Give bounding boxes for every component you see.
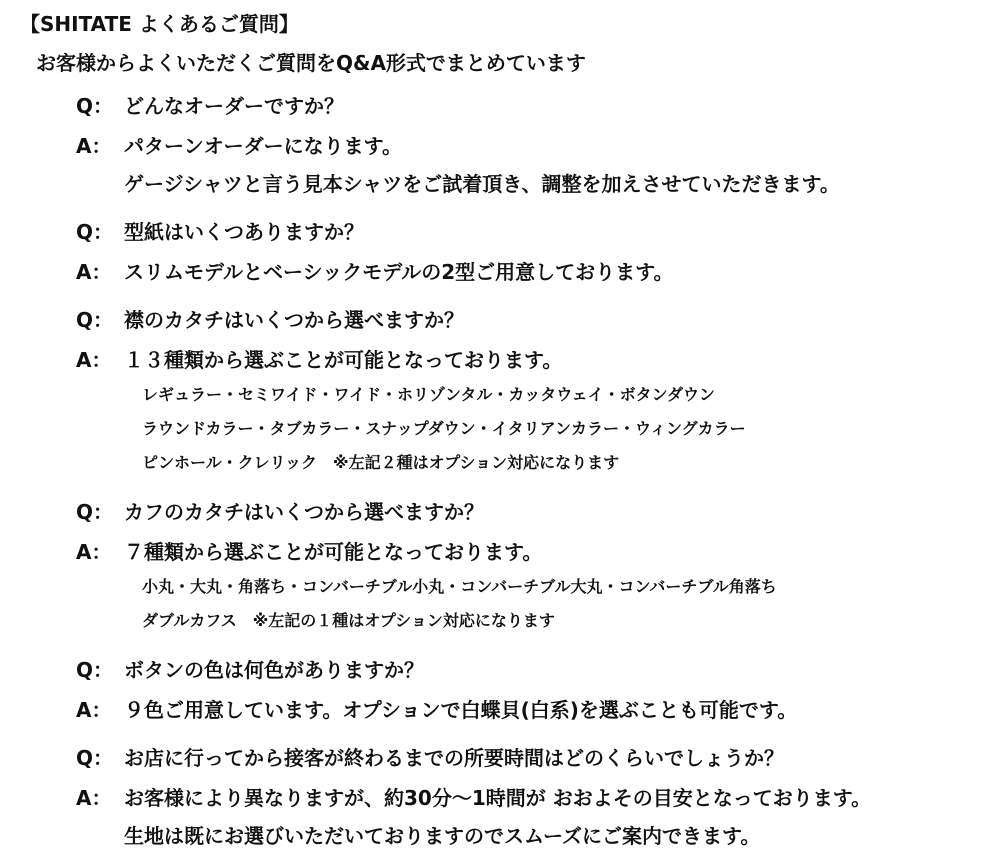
a-label: A： (76, 698, 112, 722)
faq-6-answer-line-2: 生地は既にお選びいただいておりますのでスムーズにご案内できます。 (124, 824, 761, 848)
faq-4-answer-line-1: ７種類から選ぶことが可能となっております。 (124, 540, 543, 564)
page-subtitle: お客様からよくいただくご質問をQ&A形式でまとめています (36, 51, 586, 75)
faq-3-detail-line-1: レギュラー・セミワイド・ワイド・ホリゾンタル・カッタウェイ・ボタンダウン (142, 385, 715, 404)
faq-2-question: 型紙はいくつありますか？ (124, 220, 364, 244)
q-label: Q： (76, 94, 114, 118)
faq-2-answer-line-1: スリムモデルとベーシックモデルの2型ご用意しております。 (124, 260, 674, 284)
q-label: Q： (76, 220, 114, 244)
q-label: Q： (76, 746, 114, 770)
a-label: A： (76, 134, 112, 158)
faq-1-answer-line-1: パターンオーダーになります。 (124, 134, 402, 158)
faq-3-detail-line-2: ラウンドカラー・タブカラー・スナップダウン・イタリアンカラー・ウィングカラー (142, 419, 746, 438)
q-label: Q： (76, 500, 114, 524)
faq-3-detail-line-3: ピンホール・クレリック ※左記２種はオプション対応になります (142, 453, 620, 472)
a-label: A： (76, 786, 112, 810)
faq-5-answer-line-1: ９色ご用意しています。オプションで白蝶貝(白系)を選ぶことも可能です。 (124, 698, 798, 722)
faq-4-question: カフのカタチはいくつから選べますか？ (124, 500, 484, 524)
faq-5-question: ボタンの色は何色がありますか？ (124, 658, 424, 682)
q-label: Q： (76, 308, 114, 332)
faq-3-question: 襟のカタチはいくつから選べますか？ (124, 308, 464, 332)
q-label: Q： (76, 658, 114, 682)
faq-1-answer-line-2: ゲージシャツと言う見本シャツをご試着頂き、調整を加えさせていただきます。 (124, 172, 840, 196)
faq-6-question: お店に行ってから接客が終わるまでの所要時間はどのくらいでしょうか？ (124, 746, 784, 770)
a-label: A： (76, 540, 112, 564)
faq-3-answer-line-1: １３種類から選ぶことが可能となっております。 (124, 348, 563, 372)
faq-4-detail-line-2: ダブルカフス ※左記の１種はオプション対応になります (142, 611, 555, 630)
faq-4-detail-line-1: 小丸・大丸・角落ち・コンバーチブル小丸・コンバーチブル大丸・コンバーチブル角落ち (142, 577, 777, 596)
faq-1-question: どんなオーダーですか？ (124, 94, 344, 118)
a-label: A： (76, 260, 112, 284)
faq-6-answer-line-1: お客様により異なりますが、約30分～1時間が おおよその目安となっております。 (124, 786, 872, 810)
a-label: A： (76, 348, 112, 372)
page-title: 【SHITATE よくあるご質問】 (20, 12, 299, 36)
